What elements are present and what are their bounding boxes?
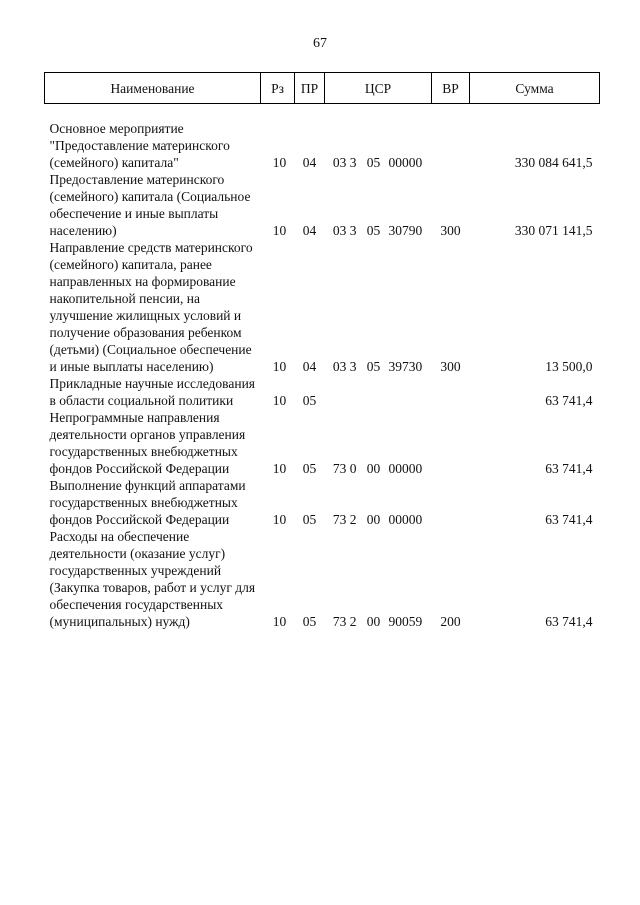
- cell-sum: 330 084 641,5: [514, 155, 593, 170]
- cell-sum: 63 741,4: [545, 512, 593, 527]
- cell-csr-direction: 00000: [388, 512, 423, 527]
- cell-sum: 63 741,4: [545, 393, 593, 408]
- table-row: [45, 104, 600, 172]
- cell-csr-direction: 39730: [388, 359, 423, 374]
- cell-rz: 10: [272, 461, 287, 476]
- cell-name: Основное мероприятие "Предоставление материнского (семейного) капитала": [49, 121, 230, 170]
- cell-pr: 04: [302, 359, 317, 374]
- table-row: [45, 375, 600, 409]
- header-vr: ВР: [432, 73, 470, 104]
- cell-vr: [432, 104, 470, 172]
- cell-sum: 63 741,4: [545, 461, 593, 476]
- table-body: [45, 104, 600, 631]
- header-csr: ЦСР: [325, 73, 432, 104]
- cell-csr-program: 73 2: [332, 512, 357, 527]
- cell-csr-program: 03 3: [332, 223, 357, 238]
- cell-vr: 300: [440, 223, 461, 238]
- cell-sum: 13 500,0: [545, 359, 593, 374]
- cell-csr-direction: 30790: [388, 223, 423, 238]
- cell-pr: 05: [302, 512, 317, 527]
- cell-csr-subprogram: [361, 375, 387, 409]
- cell-vr: [432, 375, 470, 409]
- cell-name: Прикладные научные исследования в области социальной политики: [49, 376, 255, 408]
- cell-name: Предоставление материнского (семейного) капитала (Социальное обеспечение и иные выплаты населению): [49, 172, 251, 238]
- cell-csr-program: 03 3: [332, 155, 357, 170]
- cell-vr: 300: [440, 359, 461, 374]
- cell-sum: 63 741,4: [545, 614, 593, 629]
- cell-name: Расходы на обеспечение деятельности (оказание услуг) государственных учреждений (Закупка товаров, работ и услуг для обеспечения государственных (муниципальных) нужд): [49, 529, 256, 629]
- cell-csr-program: 73 2: [332, 614, 357, 629]
- table-row: [45, 171, 600, 239]
- table-row: [45, 239, 600, 375]
- cell-csr-program: 03 3: [332, 359, 357, 374]
- table-header-row: [45, 73, 600, 104]
- cell-csr-program: [325, 375, 361, 409]
- table-row: [45, 477, 600, 528]
- header-sum: Сумма: [470, 73, 600, 104]
- cell-csr-direction: [387, 375, 432, 409]
- cell-rz: 10: [272, 359, 287, 374]
- cell-name: Выполнение функций аппаратами государственных внебюджетных фондов Российской Федерации: [49, 478, 246, 527]
- cell-rz: 10: [272, 393, 287, 408]
- cell-csr-subprogram: 05: [366, 223, 381, 238]
- header-name: Наименование: [45, 73, 261, 104]
- cell-name: Направление средств материнского (семейного) капитала, ранее направленных на формирование накопительной пенсии, на улучшение жилищных условий и получение образования ребенком (детьми) (Социальное обеспечение и иные выплаты населению): [49, 240, 253, 374]
- cell-csr-direction: 00000: [388, 461, 423, 476]
- cell-pr: 04: [302, 223, 317, 238]
- budget-table: [44, 72, 600, 630]
- page-number: 67: [313, 36, 327, 51]
- cell-csr-subprogram: 00: [366, 461, 381, 476]
- cell-pr: 04: [302, 155, 317, 170]
- cell-pr: 05: [302, 614, 317, 629]
- cell-csr-direction: 00000: [388, 155, 423, 170]
- cell-csr-subprogram: 05: [366, 359, 381, 374]
- cell-sum: 330 071 141,5: [514, 223, 593, 238]
- cell-csr-subprogram: 05: [366, 155, 381, 170]
- cell-rz: 10: [272, 223, 287, 238]
- cell-csr-subprogram: 00: [366, 614, 381, 629]
- cell-vr: [432, 477, 470, 528]
- header-rz: Рз: [261, 73, 295, 104]
- cell-vr: 200: [440, 614, 461, 629]
- cell-pr: 05: [302, 461, 317, 476]
- table-row: [45, 409, 600, 477]
- cell-rz: 10: [272, 614, 287, 629]
- cell-csr-program: 73 0: [332, 461, 357, 476]
- header-pr: ПР: [295, 73, 325, 104]
- cell-csr-subprogram: 00: [366, 512, 381, 527]
- cell-csr-direction: 90059: [388, 614, 423, 629]
- cell-rz: 10: [272, 155, 287, 170]
- table-row: [45, 528, 600, 630]
- cell-vr: [432, 409, 470, 477]
- cell-rz: 10: [272, 512, 287, 527]
- cell-pr: 05: [302, 393, 317, 408]
- cell-name: Непрограммные направления деятельности органов управления государственных внебюджетных фондов Российской Федерации: [49, 410, 246, 476]
